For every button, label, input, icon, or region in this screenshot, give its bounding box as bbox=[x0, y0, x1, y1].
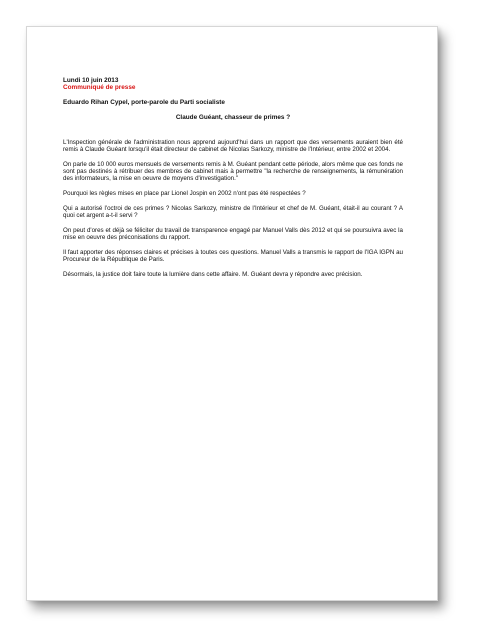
press-release bbox=[63, 77, 403, 285]
release-kicker: Communiqué de presse bbox=[63, 84, 136, 92]
paragraph: On peut d'ores et déjà se féliciter du travail de transparence engagé par Manuel Valls dès 2012 et qui se poursuivra avec la mise en oeuvre des préconisations du rapport. bbox=[63, 226, 403, 242]
release-author: Eduardo Rihan Cypel, porte-parole du Parti socialiste bbox=[63, 98, 225, 106]
document-page bbox=[26, 26, 438, 601]
paragraph: On parle de 10 000 euros mensuels de versements remis à M. Guéant pendant cette période, alors même que ces fonds ne sont pas destinés à rétribuer des membres de cabinet mais à permettre "la recherche de renseignements, la rémunération des informateurs, la mise en oeuvre de moyens d'investigation." bbox=[63, 160, 403, 183]
paragraph: Qui a autorisé l'octroi de ces primes ? Nicolas Sarkozy, ministre de l'Intérieur et chef de M. Guéant, était-il au courant ? A quoi cet argent a-t-il servi ? bbox=[63, 204, 403, 220]
release-date: Lundi 10 juin 2013 bbox=[63, 77, 119, 84]
paragraph: Pourquoi les règles mises en place par Lionel Jospin en 2002 n'ont pas été respectées ? bbox=[63, 190, 306, 198]
release-headline: Claude Guéant, chasseur de primes ? bbox=[175, 114, 291, 122]
paragraph: Désormais, la justice doit faire toute la lumière dans cette affaire. M. Guéant devra y répondre avec précision. bbox=[63, 270, 363, 278]
paragraph: Il faut apporter des réponses claires et précises à toutes ces questions. Manuel Valls a transmis le rapport de l'IGA IGPN au Procureur de la République de Paris. bbox=[63, 248, 403, 264]
paragraph: L'Inspection générale de l'administration nous apprend aujourd'hui dans un rapport que des versements auraient bien été remis à Claude Guéant lorsqu'il était directeur de cabinet de Nicolas Sarkozy, ministre de l'Intérieur, entre 2002 et 2004. bbox=[63, 138, 403, 154]
